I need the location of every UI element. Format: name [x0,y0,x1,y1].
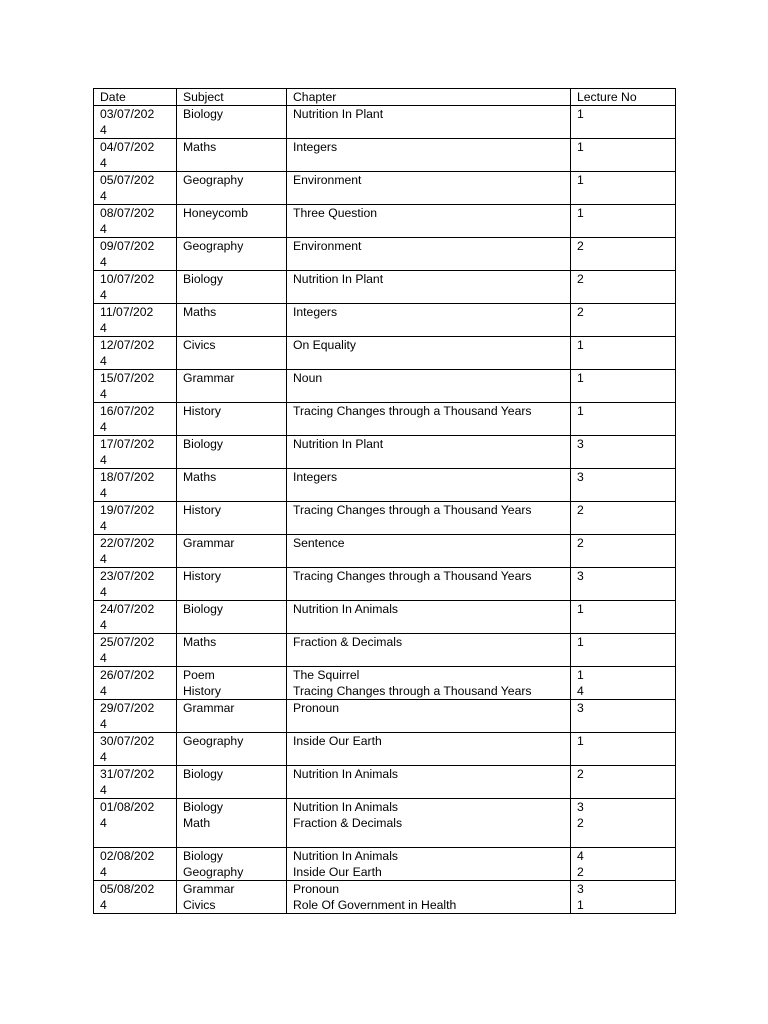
cell-lecture-no: 3 [571,568,676,601]
cell-date: 22/07/202 4 [94,535,177,568]
cell-date: 17/07/202 4 [94,436,177,469]
cell-lecture-no: 3 [571,469,676,502]
cell-subject: Maths [177,304,287,337]
cell-date: 05/07/202 4 [94,172,177,205]
cell-lecture-no: 1 [571,601,676,634]
header-chapter: Chapter [287,89,571,106]
cell-subject: Honeycomb [177,205,287,238]
cell-subject: Biology [177,601,287,634]
cell-date: 30/07/202 4 [94,733,177,766]
cell-lecture-no: 1 [571,172,676,205]
cell-chapter: Noun [287,370,571,403]
cell-subject: History [177,403,287,436]
cell-lecture-no: 1 [571,634,676,667]
cell-chapter: Nutrition In Plant [287,106,571,139]
table-row [94,667,676,700]
cell-chapter: Nutrition In Plant [287,436,571,469]
cell-date: 16/07/202 4 [94,403,177,436]
cell-chapter: Nutrition In Plant [287,271,571,304]
cell-subject: Grammar Civics [177,881,287,914]
cell-date: 10/07/202 4 [94,271,177,304]
cell-chapter: Nutrition In Animals Inside Our Earth [287,848,571,881]
table-row [94,848,676,881]
table-row [94,799,676,848]
table-row [94,436,676,469]
cell-chapter: Nutrition In Animals [287,601,571,634]
cell-chapter: The Squirrel Tracing Changes through a Thousand Years [287,667,571,700]
cell-chapter: Nutrition In Animals [287,766,571,799]
cell-subject: Grammar [177,700,287,733]
cell-subject: Biology [177,766,287,799]
cell-date: 02/08/202 4 [94,848,177,881]
cell-date: 29/07/202 4 [94,700,177,733]
table-header-row [94,89,676,106]
cell-date: 09/07/202 4 [94,238,177,271]
cell-lecture-no: 1 [571,205,676,238]
cell-chapter: Environment [287,238,571,271]
cell-subject: Civics [177,337,287,370]
table-row [94,139,676,172]
table-row [94,205,676,238]
table-row [94,337,676,370]
cell-lecture-no: 1 [571,403,676,436]
cell-chapter: Environment [287,172,571,205]
table-row [94,304,676,337]
cell-subject: Poem History [177,667,287,700]
cell-chapter: Nutrition In Animals Fraction & Decimals [287,799,571,848]
cell-lecture-no: 3 [571,436,676,469]
cell-date: 15/07/202 4 [94,370,177,403]
cell-date: 26/07/202 4 [94,667,177,700]
header-date: Date [94,89,177,106]
table-row [94,238,676,271]
table-row [94,502,676,535]
table-row [94,403,676,436]
cell-chapter: Integers [287,469,571,502]
cell-date: 18/07/202 4 [94,469,177,502]
cell-chapter: Tracing Changes through a Thousand Years [287,403,571,436]
lecture-schedule-table [93,88,676,914]
cell-chapter: Tracing Changes through a Thousand Years [287,502,571,535]
table-row [94,370,676,403]
cell-subject: History [177,502,287,535]
cell-subject: Grammar [177,370,287,403]
cell-date: 23/07/202 4 [94,568,177,601]
cell-date: 12/07/202 4 [94,337,177,370]
table-row [94,271,676,304]
cell-lecture-no: 3 1 [571,881,676,914]
cell-date: 11/07/202 4 [94,304,177,337]
table-row [94,733,676,766]
cell-subject: Biology Math [177,799,287,848]
table-row [94,700,676,733]
cell-lecture-no: 2 [571,304,676,337]
cell-subject: History [177,568,287,601]
table-row [94,634,676,667]
cell-lecture-no: 2 [571,502,676,535]
cell-subject: Geography [177,238,287,271]
table-row [94,766,676,799]
cell-lecture-no: 1 [571,733,676,766]
cell-lecture-no: 3 [571,700,676,733]
cell-date: 04/07/202 4 [94,139,177,172]
cell-lecture-no: 1 [571,106,676,139]
header-subject: Subject [177,89,287,106]
cell-lecture-no: 1 [571,139,676,172]
table-body [94,106,676,914]
table-row [94,601,676,634]
cell-chapter: Three Question [287,205,571,238]
cell-chapter: Integers [287,304,571,337]
cell-subject: Geography [177,172,287,205]
cell-subject: Biology [177,271,287,304]
cell-lecture-no: 2 [571,766,676,799]
table-row [94,881,676,914]
cell-subject: Maths [177,634,287,667]
cell-chapter: Fraction & Decimals [287,634,571,667]
cell-date: 05/08/202 4 [94,881,177,914]
cell-lecture-no: 1 4 [571,667,676,700]
cell-lecture-no: 1 [571,370,676,403]
cell-date: 08/07/202 4 [94,205,177,238]
cell-subject: Biology [177,436,287,469]
cell-date: 24/07/202 4 [94,601,177,634]
table-row [94,469,676,502]
cell-lecture-no: 2 [571,535,676,568]
cell-subject: Biology [177,106,287,139]
cell-chapter: Pronoun [287,700,571,733]
cell-date: 25/07/202 4 [94,634,177,667]
cell-chapter: Tracing Changes through a Thousand Years [287,568,571,601]
cell-lecture-no: 4 2 [571,848,676,881]
table-row [94,172,676,205]
cell-chapter: Inside Our Earth [287,733,571,766]
cell-subject: Biology Geography [177,848,287,881]
table-row [94,106,676,139]
cell-subject: Grammar [177,535,287,568]
cell-date: 19/07/202 4 [94,502,177,535]
header-lecture-no: Lecture No [571,89,676,106]
cell-lecture-no: 3 2 [571,799,676,848]
cell-chapter: On Equality [287,337,571,370]
cell-date: 31/07/202 4 [94,766,177,799]
cell-date: 01/08/202 4 [94,799,177,848]
cell-subject: Geography [177,733,287,766]
cell-lecture-no: 2 [571,271,676,304]
table-row [94,535,676,568]
cell-chapter: Pronoun Role Of Government in Health [287,881,571,914]
cell-subject: Maths [177,139,287,172]
cell-lecture-no: 2 [571,238,676,271]
table-row [94,568,676,601]
cell-lecture-no: 1 [571,337,676,370]
cell-chapter: Integers [287,139,571,172]
cell-date: 03/07/202 4 [94,106,177,139]
cell-subject: Maths [177,469,287,502]
cell-chapter: Sentence [287,535,571,568]
